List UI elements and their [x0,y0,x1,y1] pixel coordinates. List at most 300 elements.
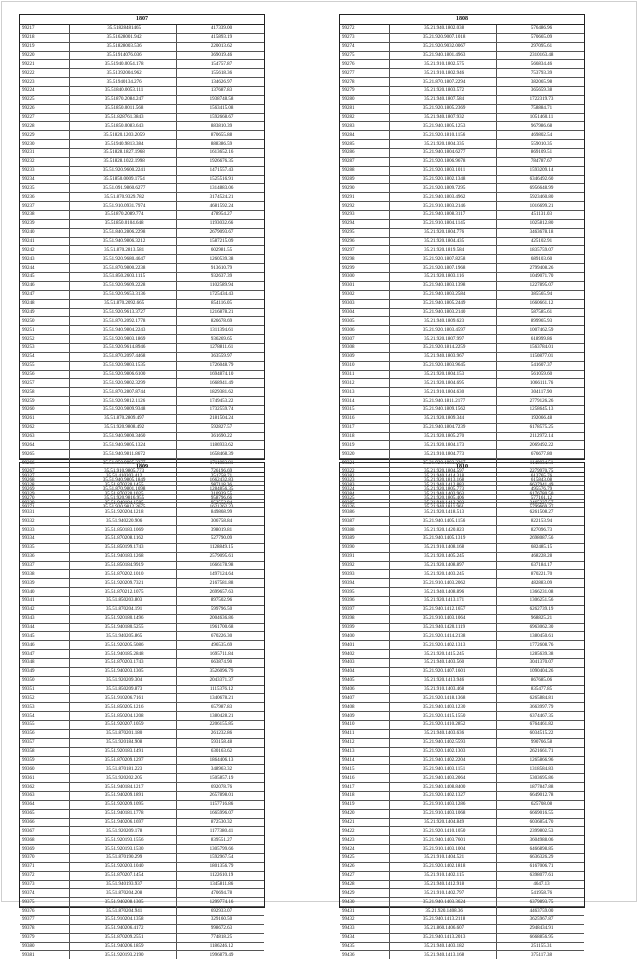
row-amount: 888386.59 [177,140,264,149]
table-row [340,694,584,703]
row-code: 35.51.940.9805.1849 [70,476,177,485]
row-amount: 251758.71 [177,473,264,481]
row-id: 99435 [340,942,390,951]
table-row [340,924,584,933]
row-code: 35.21.920.1402.1313 [390,641,497,650]
row-code: 35.21.920.1802.1348 [390,175,497,184]
row-id: 99329 [20,490,70,499]
row-id: 99297 [340,246,390,255]
row-code: 35.51.870181.223 [70,765,177,774]
table-row [340,414,584,423]
table-row [20,951,264,959]
row-amount: 1258645.13 [497,405,584,414]
row-amount: 154757.87 [177,60,264,69]
table-block-1810 [339,462,585,958]
table-row [340,907,584,916]
table-row [20,131,264,140]
row-amount: 566834.46 [497,60,584,69]
row-id: 99266 [20,459,70,468]
table-row [20,264,264,273]
row-code: 35.51850.0011.568 [70,104,177,113]
row-id: 99304 [340,308,390,317]
table-row [340,281,584,290]
row-id: 99398 [340,614,390,623]
row-id: 99295 [340,228,390,237]
table-row [340,317,584,326]
row-id: 99367 [20,827,70,836]
table-row [20,343,264,352]
row-id: 99372 [20,871,70,880]
row-code: 35.21.920.1807.1968 [390,264,497,273]
row-amount: 870655.88 [177,131,264,140]
row-amount: 2279970.75 [497,467,584,476]
table-row [20,69,264,78]
row-code: 35.51.940.9806.3212 [70,237,177,246]
row-code: 35.21.920.1414.2138 [390,632,497,641]
table-row [340,543,584,552]
table-row [340,880,584,889]
row-id: 99247 [20,290,70,299]
row-code: 35.51.870190.299 [70,853,177,862]
row-id: 99242 [20,246,70,255]
row-id: 99402 [340,650,390,659]
row-amount: 1122610.19 [177,871,264,880]
row-id: 99319 [340,441,390,450]
row-amount: 304117.90 [497,388,584,397]
row-amount: 1563415.08 [177,104,264,113]
table-row [340,122,584,131]
row-code: 35.21.940.1805.2449 [390,299,497,308]
row-id: 99374 [20,889,70,898]
row-id: 99389 [340,535,390,544]
row-code: 35.21.920.1809.7295 [390,184,497,193]
row-amount: 2069492.22 [497,441,584,450]
table-row [20,237,264,246]
table-row [20,490,264,499]
table-row [20,175,264,184]
row-code: 35.21.870.1807.2294 [390,78,497,87]
table-row [340,756,584,765]
table-row [20,60,264,69]
table-row [20,219,264,228]
row-code: 35.21.920.9007.1018 [390,33,497,42]
table-row [20,694,264,703]
row-id: 99288 [340,166,390,175]
table-row [20,95,264,104]
row-amount: 1711803.81 [177,459,264,468]
table-row [20,738,264,747]
row-code: 35.21.920.1804.335 [390,140,497,149]
row-id: 99287 [340,157,390,166]
row-id: 99226 [20,104,70,113]
row-id: 99238 [20,211,70,220]
table-row [20,915,264,924]
table-row [20,414,264,423]
row-amount: 826678.69 [177,317,264,326]
row-amount: 932637.39 [177,273,264,282]
row-code: 35.21.920.1805.2369 [390,104,497,113]
data-table [20,473,264,959]
row-amount: 495576.79 [497,485,584,494]
row-amount: 482883.09 [497,579,584,588]
row-amount: 1345811.86 [177,880,264,889]
row-amount: 883810.39 [177,122,264,131]
row-id: 99223 [20,78,70,87]
table-row [20,508,264,517]
table-row [20,561,264,570]
row-code: 35.51914076.036 [70,51,177,60]
row-id: 99399 [340,623,390,632]
row-code: 35.21.940.1807.584 [390,95,497,104]
row-id: 99305 [340,317,390,326]
row-id: 99299 [340,264,390,273]
table-row [340,526,584,535]
row-amount: 1772608.76 [497,641,584,650]
table-row [340,632,584,641]
row-code: 35.51.870.2092.665 [70,299,177,308]
row-code: 35.51.828761.3843 [70,113,177,122]
row-id: 99366 [20,818,70,827]
row-amount: 1260539.38 [177,255,264,264]
row-id: 99354 [20,712,70,721]
table-block-1809 [19,462,265,958]
table-row [20,552,264,561]
table-row [20,299,264,308]
table-row [340,361,584,370]
table-row [340,774,584,783]
table-row [340,597,584,606]
row-amount: 1311394.61 [177,326,264,335]
row-amount: 1016699.21 [497,202,584,211]
table-row [340,140,584,149]
table-row [340,131,584,140]
row-code: 35.21.940.1403.182 [390,942,497,951]
row-code: 35.21.940.1803.967 [390,352,497,361]
table-row [20,370,264,379]
table-row [20,255,264,264]
table-row [20,166,264,175]
row-code: 35.21.920.1805.406 [390,494,497,503]
row-code: 35.51.940.9804.2243 [70,326,177,335]
row-id: 99373 [20,880,70,889]
row-amount: 1007462.59 [497,326,584,335]
row-amount: 6649012.78 [497,791,584,800]
table-row [340,51,584,60]
row-id: 99320 [340,450,390,459]
row-amount: 365659.38 [497,87,584,96]
row-code: 35.21.940.1408.896 [390,588,497,597]
table-row [340,228,584,237]
row-code: 35.51.870204.941 [70,907,177,916]
row-code: 35.51.870204.208 [70,889,177,898]
table-row [20,290,264,299]
row-code: 35.21.920.1402.1303 [390,747,497,756]
row-code: 35.51.920207.1059 [70,721,177,730]
row-code: 35.21.910.1802.946 [390,69,497,78]
row-amount: 527790.09 [177,535,264,544]
row-amount: 1732559.74 [177,405,264,414]
row-id: 99341 [20,597,70,606]
table-row [340,827,584,836]
row-id: 99302 [340,290,390,299]
row-amount: 3174524.21 [177,193,264,202]
row-code: 35.51.091.9860.6277 [70,184,177,193]
row-code: 35.21.940.1801.4963 [390,51,497,60]
row-code: 35.51.940183.1268 [70,552,177,561]
row-code: 35.51.940185.2848 [70,650,177,659]
row-id: 99308 [340,343,390,352]
row-amount: 382065.98 [497,78,584,87]
row-id: 99363 [20,791,70,800]
row-code: 35.21.940.1412.883 [390,481,497,490]
table-row [20,352,264,361]
row-code: 35.51.920205.5086 [70,641,177,650]
row-amount: 897502.96 [177,597,264,606]
row-code: 35.51.920.9809.9348 [70,405,177,414]
table-row [20,481,264,490]
row-amount: 1829381.62 [177,388,264,397]
row-amount: 1150877.01 [497,352,584,361]
row-id: 99253 [20,343,70,352]
table-row [20,51,264,60]
table-row [20,423,264,432]
row-amount: 192066.48 [497,414,584,423]
row-code: 35.51850.0009.1754 [70,175,177,184]
row-code: 35.51.870209.1297 [70,756,177,765]
row-amount: 1938748.58 [177,95,264,104]
row-amount: 1278811.61 [177,343,264,352]
row-amount: 870221.70 [497,570,584,579]
row-id: 99267 [20,467,70,476]
row-amount: 1722319.73 [497,95,584,104]
row-amount: 1177380.41 [177,827,264,836]
row-id: 99400 [340,632,390,641]
row-id: 99433 [340,924,390,933]
row-code: 35.51.870.2092.1778 [70,317,177,326]
row-amount: 1587215.09 [177,237,264,246]
row-code: 35.51.920.9803.1869 [70,335,177,344]
table-row [340,423,584,432]
row-id: 99412 [340,738,390,747]
table-row [20,721,264,730]
row-amount: 1051460.11 [497,113,584,122]
row-id: 99401 [340,641,390,650]
row-id: 99282 [340,113,390,122]
row-amount: 692078.76 [177,783,264,792]
row-amount: 297095.61 [497,42,584,51]
table-row [340,473,584,481]
row-amount: 835477.85 [497,685,584,694]
row-amount: 2779126.26 [497,397,584,406]
row-code: 35.21.910.1403.1004 [390,845,497,854]
row-amount: 1877847.88 [497,783,584,792]
row-code: 35.51.940181.1778 [70,809,177,818]
row-amount: 398019.81 [177,526,264,535]
row-id: 99392 [340,561,390,570]
table-row [340,264,584,273]
data-table [340,473,584,959]
row-code: 35.21.920.1804.173 [390,441,497,450]
row-id: 99250 [20,317,70,326]
row-code: 35.21.910.1403.2062 [390,579,497,588]
row-code: 35.51.920.9806.6100 [70,370,177,379]
row-code: 35.21.920.1803.572 [390,87,497,96]
row-id: 99413 [340,747,390,756]
table-row [340,561,584,570]
row-code: 35.21.940.1405.1319 [390,535,497,544]
row-id: 99217 [20,25,70,33]
row-amount: 1658468.39 [177,450,264,459]
row-code: 35.21.940.1403.3624 [390,898,497,907]
row-code: 35.51.910.0931.7974 [70,202,177,211]
table-row [340,184,584,193]
row-amount: 425102.91 [497,237,584,246]
table-row [20,659,264,668]
table-row [20,889,264,898]
row-id: 99391 [340,552,390,561]
row-id: 99333 [20,526,70,535]
row-id: 99221 [20,60,70,69]
table-row [340,508,584,517]
row-id: 99255 [20,361,70,370]
row-amount: 753793.39 [497,69,584,78]
table-row [20,202,264,211]
row-amount: 1265866.96 [497,756,584,765]
row-amount: 1749453.22 [177,397,264,406]
row-amount: 6963062.30 [497,623,584,632]
row-code: 35.21.940.1403.2064 [390,774,497,783]
row-code: 35.51840.0053.111 [70,87,177,96]
row-code: 35.21.940.1408.8400 [390,783,497,792]
row-code: 35.51.870203.1743 [70,659,177,668]
row-code: 35.21.940.1808.3117 [390,211,497,220]
row-amount: 692933.07 [177,907,264,916]
table-row [20,836,264,845]
row-code: 35.51.410203.412 [70,473,177,481]
table-row [340,193,584,202]
row-code: 35.21.940.1805.1253 [390,122,497,131]
row-amount: 1593209.14 [497,166,584,175]
table-row [20,87,264,96]
table-row [340,747,584,756]
row-amount: 1864406.13 [177,756,264,765]
row-code: 35.21.920.1420.823 [390,526,497,535]
row-code: 35.51.920.9613.3727 [70,308,177,317]
row-code: 35.51.850203.803 [70,597,177,606]
table-row [20,157,264,166]
table-row [340,818,584,827]
row-amount: 6176780.50 [497,490,584,499]
table-row [340,104,584,113]
table-row [340,69,584,78]
table-row [340,898,584,907]
table-row [20,397,264,406]
row-id: 99314 [340,397,390,406]
row-code: 35.51.870209.2551 [70,933,177,942]
row-code: 35.21.910.1803.2146 [390,202,497,211]
table-row [20,756,264,765]
row-id: 99369 [20,845,70,854]
row-code: 35.21.920.1803.116 [390,273,497,282]
row-id: 99306 [340,326,390,335]
row-amount: 1380428.21 [177,712,264,721]
row-amount: 561059.60 [497,370,584,379]
row-amount: 6636326.29 [497,853,584,862]
row-id: 99357 [20,738,70,747]
row-id: 99408 [340,703,390,712]
row-code: 35.51.920180.1496 [70,614,177,623]
row-amount: 559010.35 [497,140,584,149]
row-code: 35.51.870207.1454 [70,871,177,880]
row-amount: 1186933.62 [177,441,264,450]
row-code: 35.21.910.1804.773 [390,450,497,459]
row-id: 99251 [20,326,70,335]
row-code: 35.21.940.1803.1398 [390,281,497,290]
table-row [340,273,584,282]
row-code: 35.51.920.9614.8946 [70,343,177,352]
row-code: 35.21.920.1410.2852 [390,721,497,730]
row-amount: 1305799.66 [177,845,264,854]
row-code: 35.51392004.962 [70,69,177,78]
row-code: 35.21.910.1402.797 [390,889,497,898]
row-id: 99396 [340,597,390,606]
row-id: 99243 [20,255,70,264]
row-amount: 1299774.16 [177,898,264,907]
table-row [340,809,584,818]
table-row [340,326,584,335]
row-code: 35.51.870.9800.2238 [70,264,177,273]
row-id: 99344 [20,623,70,632]
row-code: 35.21.910.1804.1145 [390,219,497,228]
row-id: 99246 [20,281,70,290]
row-id: 99275 [340,51,390,60]
table-row [20,308,264,317]
table-row [20,184,264,193]
row-amount: 1090404.26 [497,667,584,676]
row-amount: 784787.67 [497,157,584,166]
row-id: 99290 [340,184,390,193]
row-code: 35.21.920.1810.1156 [390,131,497,140]
row-id: 99410 [340,721,390,730]
row-id: 99394 [340,579,390,588]
row-amount: 363559.97 [177,352,264,361]
table-row [20,809,264,818]
row-id: 99355 [20,721,70,730]
row-code: 35.51820.1203.2059 [70,131,177,140]
table-row [340,800,584,809]
row-code: 35.21.920.1809.344 [390,414,497,423]
row-id: 99325 [340,494,390,503]
row-id: 99347 [20,650,70,659]
row-id: 99272 [340,25,390,33]
row-amount: 1662432.83 [177,476,264,485]
row-amount: 220013.62 [177,42,264,51]
table-row [340,175,584,184]
table-row [340,605,584,614]
row-code: 35.51.920203.1040 [70,862,177,871]
row-id: 99233 [20,166,70,175]
row-id: 99241 [20,237,70,246]
row-code: 35.21.910.1804.630 [390,388,497,397]
row-amount: 6034515.22 [497,729,584,738]
table-row [340,579,584,588]
table-row [20,827,264,836]
row-code: 35.21.920.1807.997 [390,335,497,344]
table-row [340,78,584,87]
row-id: 99404 [340,667,390,676]
row-amount: 913610.79 [177,264,264,273]
row-id: 99378 [20,924,70,933]
